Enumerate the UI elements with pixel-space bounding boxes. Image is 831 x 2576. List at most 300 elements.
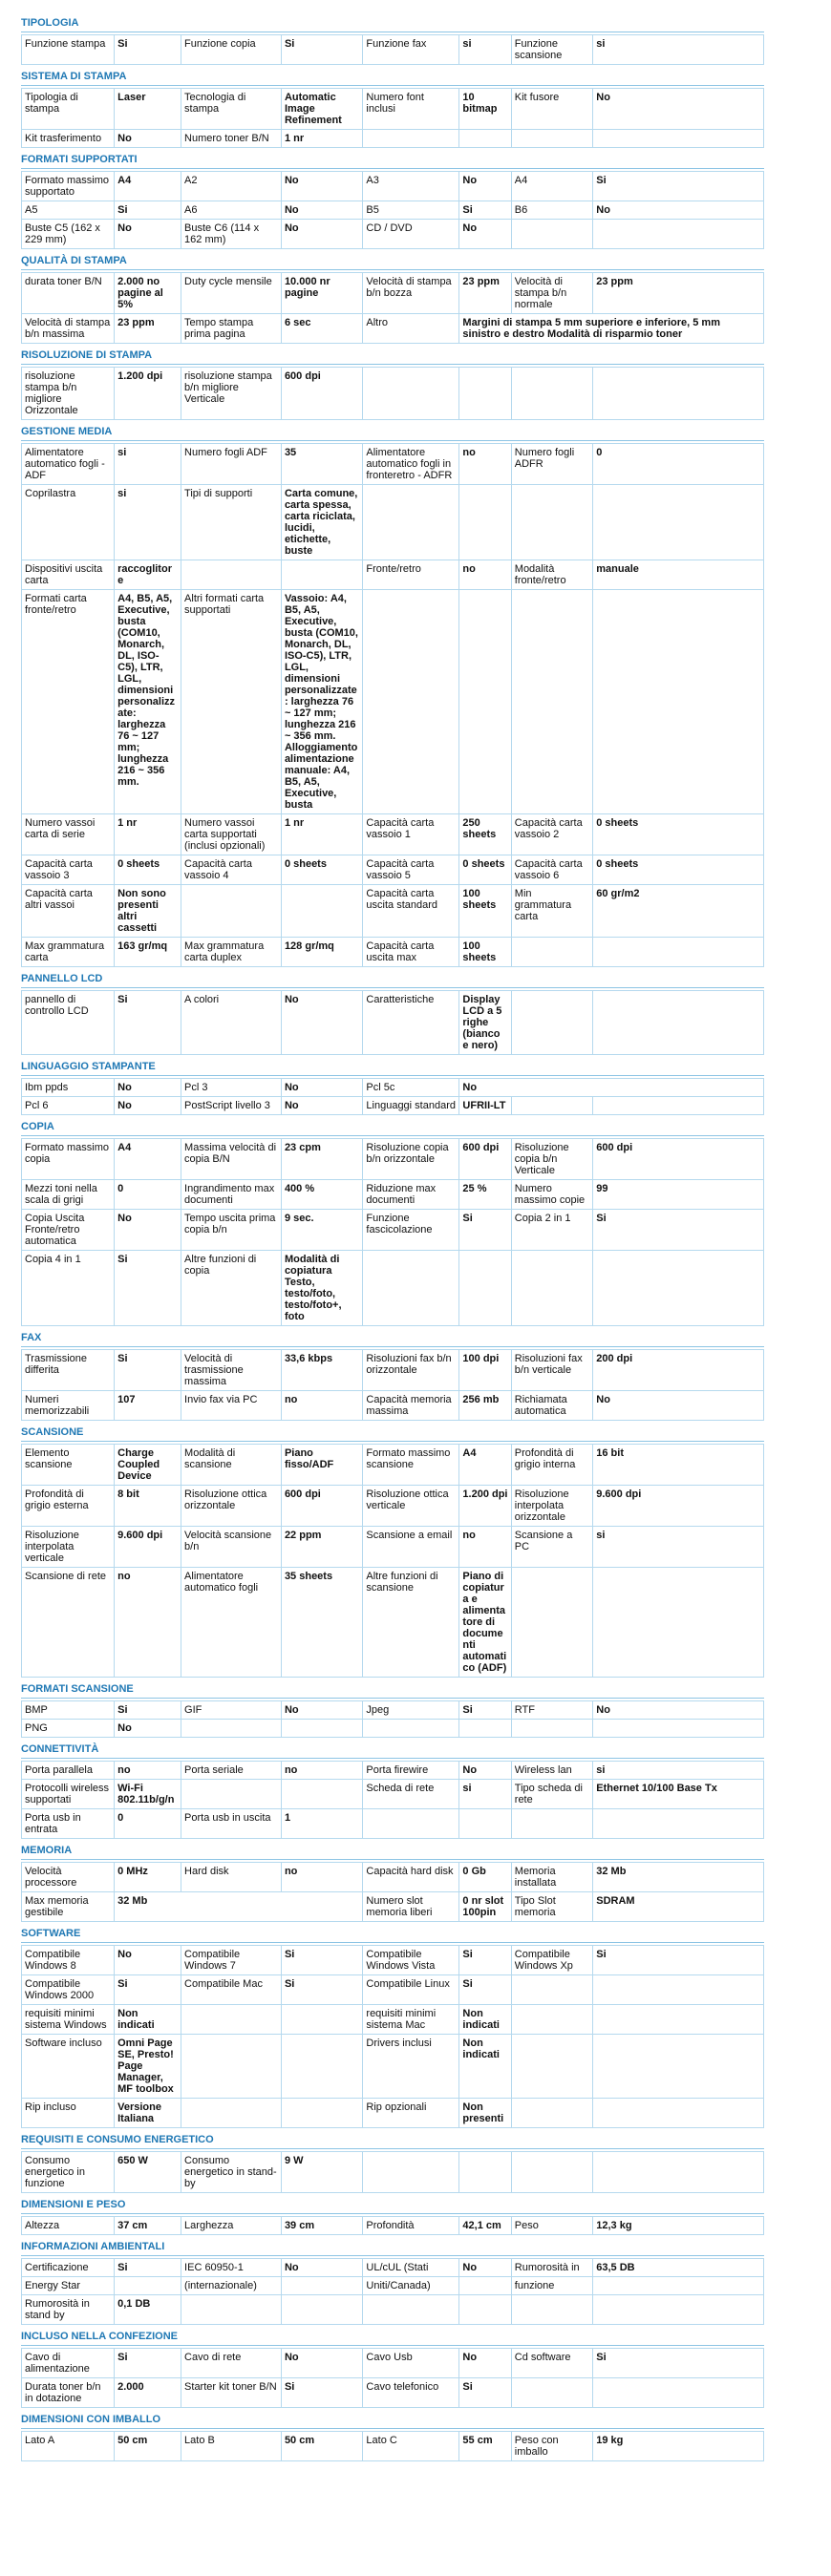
spec-value: No [593, 201, 764, 220]
spec-label: Max memoria gestibile [22, 1892, 115, 1922]
spec-label: requisiti minimi sistema Mac [363, 2005, 459, 2035]
empty-cell [363, 590, 459, 814]
spec-value: Si [115, 1350, 181, 1391]
spec-label: A3 [363, 172, 459, 201]
spec-row [22, 1892, 764, 1922]
spec-label: Ibm ppds [22, 1079, 115, 1097]
spec-label: Compatibile Windows 7 [181, 1946, 282, 1975]
spec-label: BMP [22, 1701, 115, 1720]
empty-cell [459, 2295, 511, 2325]
spec-label: Cavo di rete [181, 2349, 282, 2378]
spec-label: Alimentatore automatico fogli in fronteretro - ADFR [363, 444, 459, 485]
spec-value: 100 sheets [459, 885, 511, 938]
spec-value: 1.200 dpi [459, 1486, 511, 1527]
spec-value: Charge Coupled Device [115, 1445, 181, 1486]
spec-table [21, 2151, 764, 2193]
spec-value: Piano di copiatura e alimentatore di documenti automatico (ADF) [459, 1568, 511, 1678]
spec-label: Lato A [22, 2432, 115, 2461]
section [21, 1742, 764, 1839]
spec-value: no [459, 444, 511, 485]
spec-row [22, 1391, 764, 1421]
spec-label: Numero fogli ADFR [511, 444, 592, 485]
spec-value: 1 nr [281, 130, 362, 148]
empty-cell [511, 2152, 592, 2193]
spec-label: Profondità [363, 2217, 459, 2235]
spec-label: Starter kit toner B/N [181, 2378, 282, 2408]
spec-value: 22 ppm [281, 1527, 362, 1568]
spec-label: Rip opzionali [363, 2099, 459, 2128]
spec-value: 23 ppm [115, 314, 181, 344]
spec-label: Ingrandimento max documenti [181, 1180, 282, 1210]
spec-value: manuale [593, 560, 764, 590]
spec-value: 2.000 [115, 2378, 181, 2408]
section-title: LINGUAGGIO STAMPANTE [21, 1059, 764, 1076]
spec-row [22, 938, 764, 967]
spec-label: Capacità hard disk [363, 1863, 459, 1892]
spec-value: 600 dpi [593, 1139, 764, 1180]
spec-value: No [115, 1946, 181, 1975]
spec-value: 23 cpm [281, 1139, 362, 1180]
spec-value: Si [115, 2349, 181, 2378]
spec-label: Jpeg [363, 1701, 459, 1720]
spec-label: Max grammatura carta [22, 938, 115, 967]
spec-label: Trasmissione differita [22, 1350, 115, 1391]
section [21, 1926, 764, 2128]
spec-table [21, 2348, 764, 2408]
spec-label: Duty cycle mensile [181, 273, 282, 314]
spec-table [21, 990, 764, 1055]
section [21, 1059, 764, 1115]
spec-row [22, 2295, 764, 2325]
spec-value: 0 sheets [593, 814, 764, 855]
spec-label: Velocità di stampa b/n massima [22, 314, 115, 344]
spec-value: No [115, 1079, 181, 1097]
spec-value: Non sono presenti altri cassetti [115, 885, 181, 938]
section [21, 348, 764, 420]
spec-row [22, 1863, 764, 1892]
spec-value: si [593, 1762, 764, 1780]
spec-row [22, 273, 764, 314]
spec-value: No [281, 2259, 362, 2277]
spec-label: Numero massimo copie [511, 1180, 592, 1210]
spec-value: 9.600 dpi [593, 1486, 764, 1527]
spec-row [22, 485, 764, 560]
spec-label: Risoluzione interpolata verticale [22, 1527, 115, 1568]
spec-row [22, 368, 764, 420]
spec-row [22, 560, 764, 590]
spec-label: IEC 60950-1 [181, 2259, 282, 2277]
spec-label: Kit fusore [511, 89, 592, 130]
spec-value: 1 nr [115, 814, 181, 855]
empty-cell [593, 938, 764, 967]
spec-value: Si [593, 1946, 764, 1975]
spec-value: 0 sheets [593, 855, 764, 885]
empty-cell [459, 1720, 511, 1738]
empty-cell [511, 1720, 592, 1738]
section-title: SISTEMA DI STAMPA [21, 69, 764, 86]
spec-label: Formato massimo copia [22, 1139, 115, 1180]
spec-label: Numero slot memoria liberi [363, 1892, 459, 1922]
spec-label: Pcl 3 [181, 1079, 282, 1097]
spec-label: Risoluzione ottica verticale [363, 1486, 459, 1527]
section [21, 2329, 764, 2408]
spec-label: Numero vassoi carta di serie [22, 814, 115, 855]
empty-cell [511, 2005, 592, 2035]
spec-value: Si [459, 1210, 511, 1251]
spec-value: no [281, 1762, 362, 1780]
spec-label: Invio fax via PC [181, 1391, 282, 1421]
spec-label: Funzione stampa [22, 35, 115, 65]
spec-label: Compatibile Mac [181, 1975, 282, 2005]
spec-row [22, 814, 764, 855]
spec-label: Alimentatore automatico fogli - ADF [22, 444, 115, 485]
spec-label: A4 [511, 172, 592, 201]
empty-cell [593, 130, 764, 148]
spec-label: Profondità di grigio interna [511, 1445, 592, 1486]
spec-label: Risoluzione copia b/n orizzontale [363, 1139, 459, 1180]
section-title: DIMENSIONI E PESO [21, 2197, 764, 2214]
section-title: INCLUSO NELLA CONFEZIONE [21, 2329, 764, 2346]
spec-row [22, 1210, 764, 1251]
spec-value: Si [115, 201, 181, 220]
spec-value: no [281, 1391, 362, 1421]
empty-cell [593, 1720, 764, 1738]
spec-label: Max grammatura carta duplex [181, 938, 282, 967]
section [21, 424, 764, 967]
spec-label: Capacità carta vassoio 5 [363, 855, 459, 885]
spec-value: No [593, 1701, 764, 1720]
spec-label: Risoluzione ottica orizzontale [181, 1486, 282, 1527]
spec-label: Pcl 5c [363, 1079, 459, 1097]
spec-row [22, 2378, 764, 2408]
spec-value: 0 sheets [115, 855, 181, 885]
spec-row [22, 885, 764, 938]
section [21, 1330, 764, 1421]
spec-value: No [593, 89, 764, 130]
spec-label: Numeri memorizzabili [22, 1391, 115, 1421]
empty-cell [593, 2005, 764, 2035]
spec-row [22, 1720, 764, 1738]
spec-row [22, 130, 764, 148]
spec-label: Tipi di supporti [181, 485, 282, 560]
spec-value: si [593, 1527, 764, 1568]
spec-label: Copia 2 in 1 [511, 1210, 592, 1251]
spec-value: No [281, 1097, 362, 1115]
spec-row [22, 2005, 764, 2035]
section-title: SCANSIONE [21, 1425, 764, 1442]
spec-value: 8 bit [115, 1486, 181, 1527]
spec-value: Si [459, 1946, 511, 1975]
empty-cell [181, 2295, 282, 2325]
spec-label: Funzione fax [363, 35, 459, 65]
spec-label: Massima velocità di copia B/N [181, 1139, 282, 1180]
spec-label: UL/cUL (Stati [363, 2259, 459, 2277]
section-title: REQUISITI E CONSUMO ENERGETICO [21, 2132, 764, 2149]
empty-cell [511, 485, 592, 560]
section [21, 1681, 764, 1738]
spec-label: Capacità carta uscita max [363, 938, 459, 967]
section [21, 2412, 764, 2461]
spec-label: Risoluzione interpolata orizzontale [511, 1486, 592, 1527]
empty-cell [511, 2035, 592, 2099]
spec-label: Elemento scansione [22, 1445, 115, 1486]
spec-label: Velocità di trasmissione massima [181, 1350, 282, 1391]
spec-value: si [115, 485, 181, 560]
spec-label: pannello di controllo LCD [22, 991, 115, 1055]
spec-value: 9.600 dpi [115, 1527, 181, 1568]
spec-label: Capacità memoria massima [363, 1391, 459, 1421]
spec-label: B6 [511, 201, 592, 220]
section-title: RISOLUZIONE DI STAMPA [21, 348, 764, 365]
spec-value: 35 sheets [281, 1568, 362, 1678]
spec-row [22, 1762, 764, 1780]
spec-row [22, 2035, 764, 2099]
empty-cell [281, 560, 362, 590]
spec-value: Wi-Fi 802.11b/g/n [115, 1780, 181, 1809]
empty-cell [459, 130, 511, 148]
spec-label: Riduzione max documenti [363, 1180, 459, 1210]
empty-cell [511, 2295, 592, 2325]
spec-value: 600 dpi [281, 368, 362, 420]
empty-cell [281, 1780, 362, 1809]
spec-value: 23 ppm [459, 273, 511, 314]
spec-value: 50 cm [281, 2432, 362, 2461]
spec-value: no [459, 560, 511, 590]
spec-table [21, 443, 764, 967]
spec-row [22, 1946, 764, 1975]
spec-value: Versione Italiana [115, 2099, 181, 2128]
spec-label: Caratteristiche [363, 991, 459, 1055]
spec-label: GIF [181, 1701, 282, 1720]
spec-value: Non indicati [459, 2005, 511, 2035]
spec-label: PostScript livello 3 [181, 1097, 282, 1115]
spec-value: No [281, 201, 362, 220]
spec-value: A4, B5, A5, Executive, busta (COM10, Monarch, DL, ISO-C5), LTR, LGL, dimensioni personalizzate: larghezza 76 ~ 127 mm; lunghezza 216 ~ 356 mm. [115, 590, 181, 814]
spec-value: no [115, 1762, 181, 1780]
spec-label: Software incluso [22, 2035, 115, 2099]
spec-row [22, 2277, 764, 2295]
section [21, 2132, 764, 2193]
spec-row [22, 1445, 764, 1486]
spec-row [22, 1079, 764, 1097]
spec-value: si [459, 35, 511, 65]
spec-label: Compatibile Windows 8 [22, 1946, 115, 1975]
spec-value: 0 Gb [459, 1863, 511, 1892]
empty-cell [281, 1720, 362, 1738]
spec-value: Si [459, 1701, 511, 1720]
spec-value: si [115, 444, 181, 485]
spec-label: Porta parallela [22, 1762, 115, 1780]
spec-row [22, 2259, 764, 2277]
spec-row [22, 1139, 764, 1180]
spec-label: Larghezza [181, 2217, 282, 2235]
spec-value: 32 Mb [593, 1863, 764, 1892]
spec-value: Automatic Image Refinement [281, 89, 362, 130]
spec-value: Si [281, 1946, 362, 1975]
spec-row [22, 590, 764, 814]
spec-value: Si [459, 2378, 511, 2408]
empty-cell [459, 1809, 511, 1839]
spec-value: No [115, 220, 181, 249]
spec-label: Altre funzioni di scansione [363, 1568, 459, 1678]
section-title: CONNETTIVITÀ [21, 1742, 764, 1759]
spec-table [21, 2431, 764, 2461]
spec-label: Memoria installata [511, 1863, 592, 1892]
spec-label: Capacità carta vassoio 3 [22, 855, 115, 885]
spec-label: Compatibile Windows Vista [363, 1946, 459, 1975]
empty-cell [593, 485, 764, 560]
spec-value: 128 gr/mq [281, 938, 362, 967]
spec-label: Scansione di rete [22, 1568, 115, 1678]
spec-row [22, 1251, 764, 1326]
spec-value: Vassoio: A4, B5, A5, Executive, busta (COM10, Monarch, DL, ISO-C5), LTR, LGL, dimensioni personalizzate: larghezza 76 ~ 127 mm; lunghezza 216 ~ 356 mm. Alloggiamento alimentazione manuale: A4, B5, A5, Executive, busta [281, 590, 362, 814]
spec-label: funzione [511, 2277, 592, 2295]
empty-cell [181, 2099, 282, 2128]
empty-cell [459, 590, 511, 814]
spec-value: si [459, 1780, 511, 1809]
spec-value: 200 dpi [593, 1350, 764, 1391]
spec-row [22, 1350, 764, 1391]
spec-value: Carta comune, carta spessa, carta riciclata, lucidi, etichette, buste [281, 485, 362, 560]
spec-label: Consumo energetico in stand-by [181, 2152, 282, 2193]
section-title: QUALITÀ DI STAMPA [21, 253, 764, 270]
spec-value: 16 bit [593, 1445, 764, 1486]
section-title: PANNELLO LCD [21, 971, 764, 988]
spec-value: no [459, 1527, 511, 1568]
spec-label: Richiamata automatica [511, 1391, 592, 1421]
section [21, 69, 764, 148]
empty-cell [459, 485, 511, 560]
empty-cell [363, 368, 459, 420]
spec-value: no [115, 1568, 181, 1678]
spec-label: Porta usb in uscita [181, 1809, 282, 1839]
spec-value: Display LCD a 5 righe (bianco e nero) [459, 991, 511, 1055]
empty-cell [511, 1568, 592, 1678]
empty-cell [511, 130, 592, 148]
spec-label: Modalità fronte/retro [511, 560, 592, 590]
spec-label: RTF [511, 1701, 592, 1720]
spec-label: Consumo energetico in funzione [22, 2152, 115, 2193]
spec-value: 19 kg [593, 2432, 764, 2461]
spec-label: Compatibile Windows Xp [511, 1946, 592, 1975]
spec-label: Velocità scansione b/n [181, 1527, 282, 1568]
spec-label: Modalità di scansione [181, 1445, 282, 1486]
spec-table [21, 2258, 764, 2325]
empty-cell [363, 2152, 459, 2193]
empty-cell [593, 220, 764, 249]
empty-cell [281, 2035, 362, 2099]
spec-value: Si [281, 2378, 362, 2408]
spec-value: Si [281, 35, 362, 65]
spec-table [21, 88, 764, 148]
spec-value: No [281, 1701, 362, 1720]
spec-value: Laser [115, 89, 181, 130]
empty-cell [593, 991, 764, 1055]
empty-cell [281, 885, 362, 938]
spec-row [22, 201, 764, 220]
spec-label: Cavo telefonico [363, 2378, 459, 2408]
spec-row [22, 89, 764, 130]
section-title: INFORMAZIONI AMBIENTALI [21, 2239, 764, 2256]
empty-cell [511, 1809, 592, 1839]
empty-cell [511, 1251, 592, 1326]
spec-label: PNG [22, 1720, 115, 1738]
empty-cell [459, 368, 511, 420]
spec-label: Capacità carta uscita standard [363, 885, 459, 938]
spec-label: Capacità carta vassoio 4 [181, 855, 282, 885]
spec-value: No [115, 1210, 181, 1251]
empty-cell [181, 1780, 282, 1809]
empty-cell [281, 2005, 362, 2035]
section [21, 152, 764, 249]
spec-value: 400 % [281, 1180, 362, 1210]
spec-label: Linguaggi standard [363, 1097, 459, 1115]
empty-cell [593, 2277, 764, 2295]
empty-cell [511, 2099, 592, 2128]
section-title: GESTIONE MEDIA [21, 424, 764, 441]
empty-cell [593, 2378, 764, 2408]
spec-table [21, 367, 764, 420]
spec-label: Tipo scheda di rete [511, 1780, 592, 1809]
empty-cell [511, 2378, 592, 2408]
section [21, 971, 764, 1055]
empty-cell [511, 1097, 592, 1115]
spec-label: Energy Star [22, 2277, 115, 2295]
spec-row [22, 1527, 764, 1568]
spec-label: Rip incluso [22, 2099, 115, 2128]
spec-label: Certificazione [22, 2259, 115, 2277]
spec-label: A6 [181, 201, 282, 220]
spec-label: Peso [511, 2217, 592, 2235]
section [21, 1119, 764, 1326]
empty-cell [511, 368, 592, 420]
spec-row [22, 172, 764, 201]
spec-value: No [459, 1762, 511, 1780]
empty-cell [511, 1975, 592, 2005]
empty-cell [363, 1720, 459, 1738]
spec-label: Rumorosità in [511, 2259, 592, 2277]
spec-label: Dispositivi uscita carta [22, 560, 115, 590]
spec-row [22, 35, 764, 65]
spec-label: B5 [363, 201, 459, 220]
spec-label: Peso con imballo [511, 2432, 592, 2461]
spec-value: 250 sheets [459, 814, 511, 855]
empty-cell [363, 1251, 459, 1326]
spec-value: Si [459, 201, 511, 220]
spec-label: Scansione a PC [511, 1527, 592, 1568]
spec-value: 25 % [459, 1180, 511, 1210]
spec-value: 32 Mb [115, 1892, 363, 1922]
spec-value: 256 mb [459, 1391, 511, 1421]
section-title: TIPOLOGIA [21, 15, 764, 32]
spec-value: A4 [459, 1445, 511, 1486]
spec-label: Numero font inclusi [363, 89, 459, 130]
spec-label: (internazionale) [181, 2277, 282, 2295]
spec-label: Compatibile Linux [363, 1975, 459, 2005]
spec-label: risoluzione stampa b/n migliore Orizzontale [22, 368, 115, 420]
spec-label: Porta firewire [363, 1762, 459, 1780]
spec-label: Kit trasferimento [22, 130, 115, 148]
spec-label: Capacità carta altri vassoi [22, 885, 115, 938]
section-title: FAX [21, 1330, 764, 1347]
spec-label: Funzione fascicolazione [363, 1210, 459, 1251]
spec-label: Capacità carta vassoio 2 [511, 814, 592, 855]
spec-value: No [115, 1720, 181, 1738]
spec-label: Formato massimo scansione [363, 1445, 459, 1486]
spec-row [22, 220, 764, 249]
spec-label: Formati carta fronte/retro [22, 590, 115, 814]
spec-value: 0 sheets [459, 855, 511, 885]
